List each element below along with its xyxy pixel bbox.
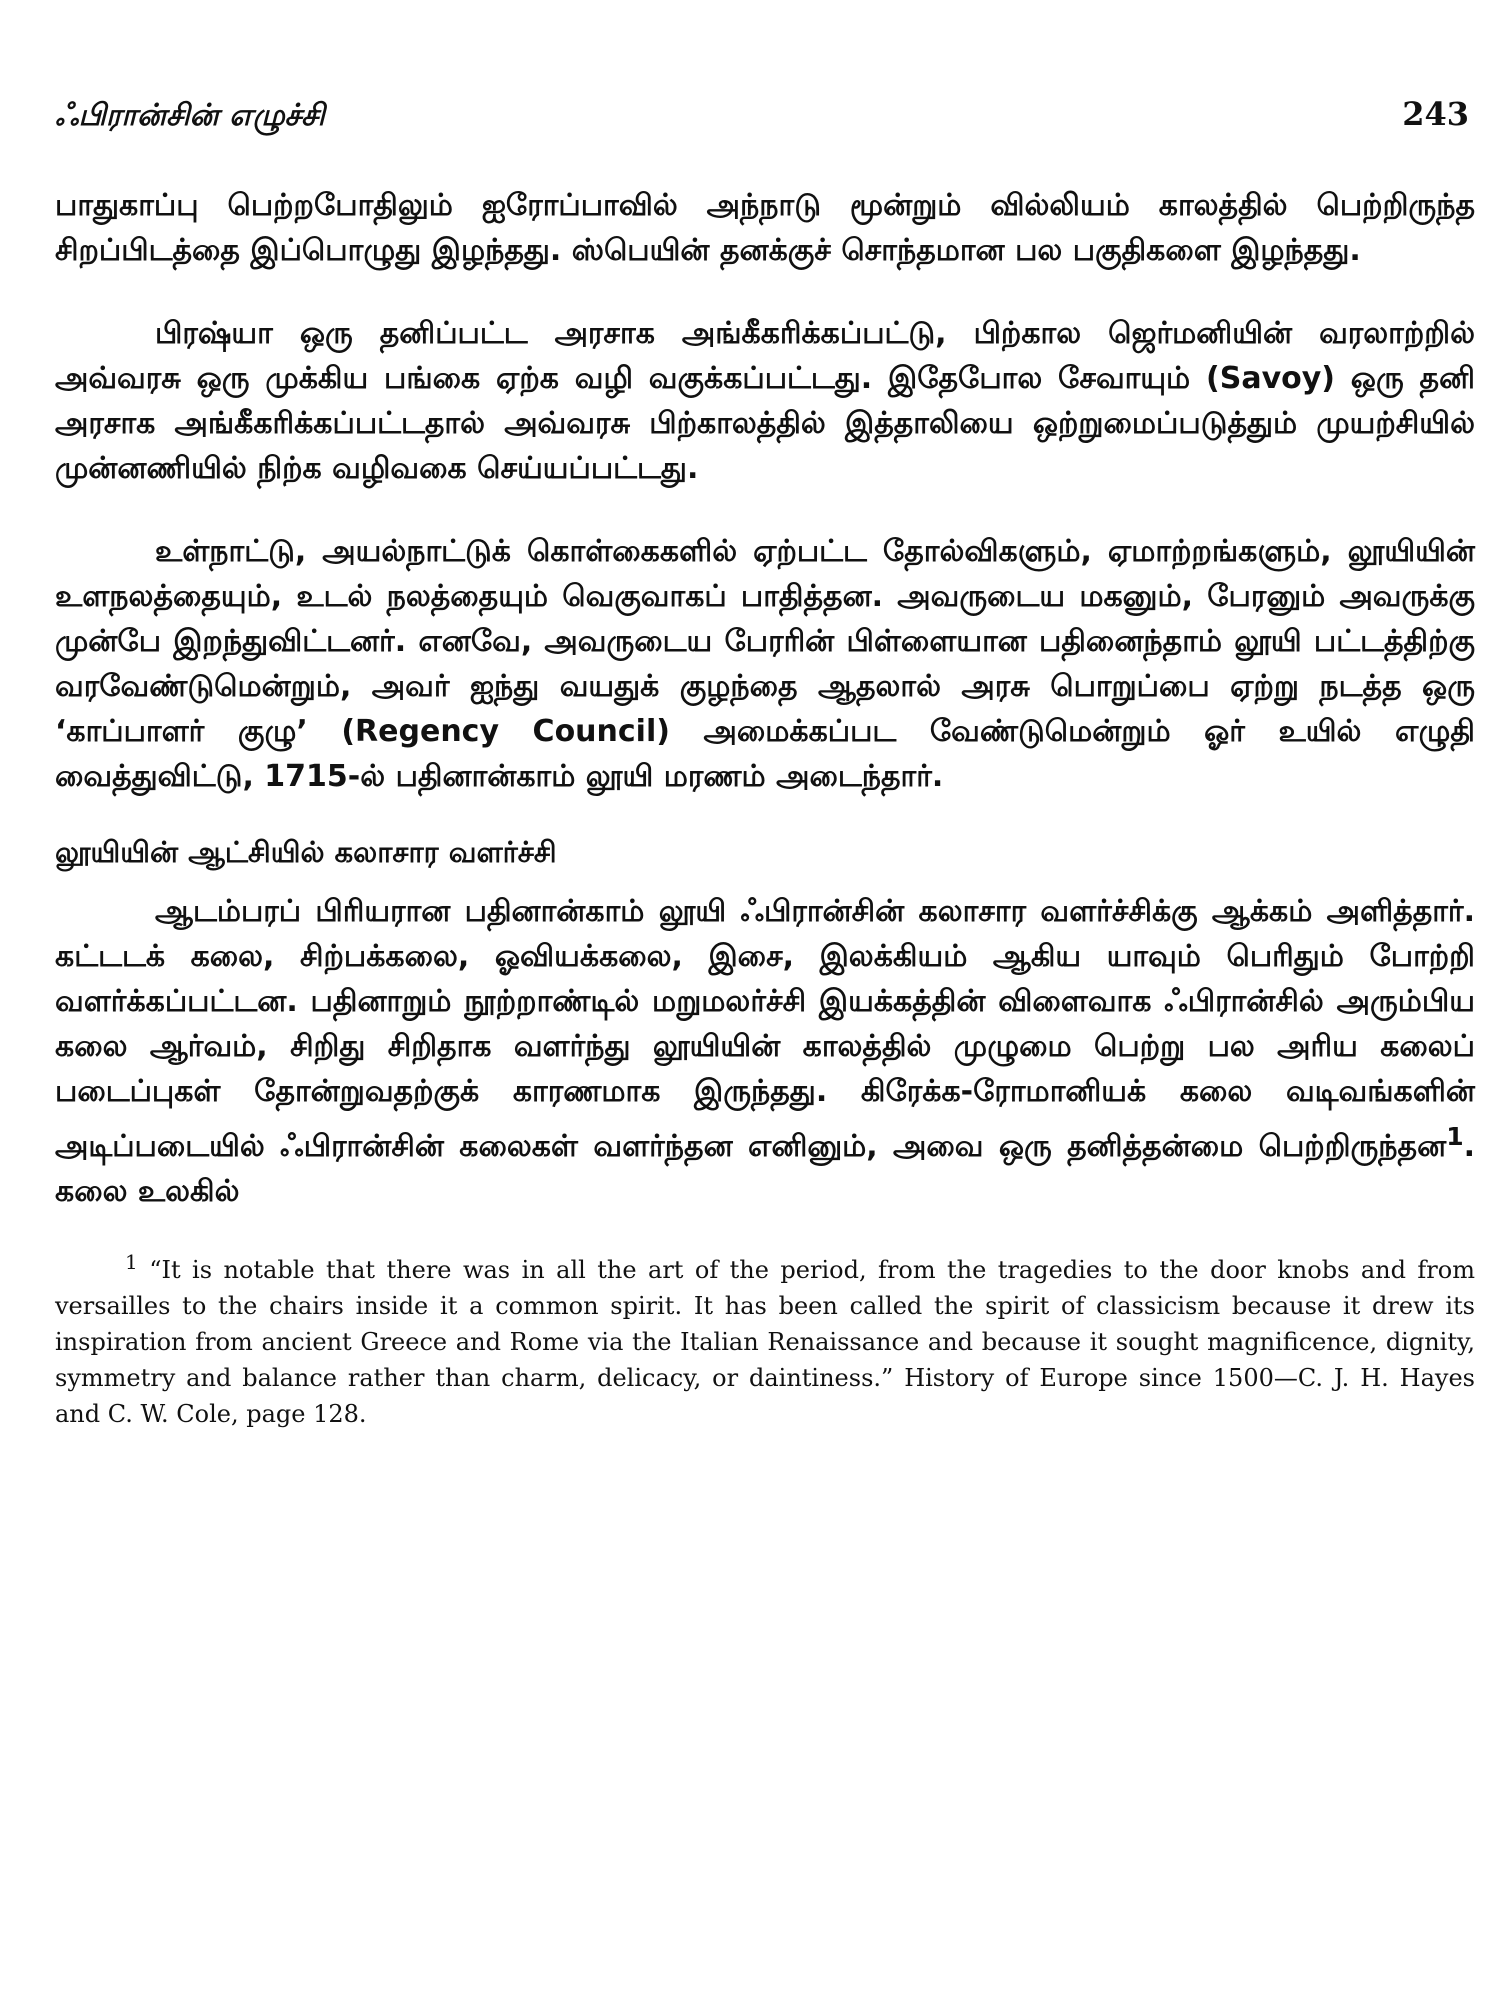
footnote	[55, 1252, 1475, 1432]
page-header	[55, 95, 1475, 155]
footnote-mark: 1	[125, 1250, 138, 1274]
section-heading: லூயியின் ஆட்சியில் கலாசார வளர்ச்சி	[55, 835, 557, 869]
footnote-reference: 1	[1446, 1122, 1464, 1151]
section-paragraph-tail: . கலை உலகில்	[55, 1129, 1475, 1209]
paragraph-2: பிரஷ்யா ஒரு தனிப்பட்ட அரசாக அங்கீகரிக்கப்பட்டு, பிற்கால ஜெர்மனியின் வரலாற்றில் அவ்வரசு ஒரு முக்கிய பங்கை ஏற்க வழி வகுக்கப்பட்டது. இதேபோல சேவாயும் (Savoy) ஒரு தனி அரசாக அங்கீகரிக்கப்பட்டதால் அவ்வரசு பிற்காலத்தில் இத்தாலியை ஒற்றுமைப்படுத்தும் முயற்சியில் முன்னணியில் நிற்க வழிவகை செய்யப்பட்டது.	[55, 316, 1475, 486]
paragraph-3: உள்நாட்டு, அயல்நாட்டுக் கொள்கைகளில் ஏற்பட்ட தோல்விகளும், ஏமாற்றங்களும், லூயியின் உளநலத்தையும், உடல் நலத்தையும் வெகுவாகப் பாதித்தன. அவருடைய மகனும், பேரனும் அவருக்கு முன்பே இறந்துவிட்டனர். எனவே, அவருடைய பேரரின் பிள்ளையான பதினைந்தாம் லூயி பட்டத்திற்கு வரவேண்டுமென்றும், அவர் ஐந்து வயதுக் குழந்தை ஆதலால் அரசு பொறுப்பை ஏற்று நடத்த ஒரு ‘காப்பாளர் குழு’ (Regency Council) அமைக்கப்பட வேண்டுமென்றும் ஓர் உயில் எழுதி வைத்துவிட்டு, 1715-ல் பதினான்காம் லூயி மரணம் அடைந்தார்.	[55, 534, 1475, 794]
page-number: 243	[1402, 95, 1469, 133]
book-page	[55, 95, 1475, 1975]
paragraph-1: பாதுகாப்பு பெற்றபோதிலும் ஐரோப்பாவில் அந்நாடு மூன்றும் வில்லியம் காலத்தில் பெற்றிருந்த சிறப்பிடத்தை இப்பொழுது இழந்தது. ஸ்பெயின் தனக்குச் சொந்தமான பல பகுதிகளை இழந்தது.	[55, 188, 1475, 268]
footnote-separator	[55, 1214, 1475, 1232]
section-paragraph	[55, 889, 1475, 1214]
section-paragraph-text: ஆடம்பரப் பிரியரான பதினான்காம் லூயி ஃபிரான்சின் கலாசார வளர்ச்சிக்கு ஆக்கம் அளித்தார். கட்டடக் கலை, சிற்பக்கலை, ஓவியக்கலை, இசை, இலக்கியம் ஆகிய யாவும் பெரிதும் போற்றி வளர்க்கப்பட்டன. பதினாறும் நூற்றாண்டில் மறுமலர்ச்சி இயக்கத்தின் விளைவாக ஃபிரான்சில் அரும்பிய கலை ஆர்வம், சிறிது சிறிதாக வளர்ந்து லூயியின் காலத்தில் முழுமை பெற்று பல அரிய கலைப் படைப்புகள் தோன்றுவதற்குக் காரணமாக இருந்தது. கிரேக்க-ரோமானியக் கலை வடிவங்களின் அடிப்படையில் ஃபிரான்சின் கலைகள் வளர்ந்தன எனினும், அவை ஒரு தனித்தன்மை பெற்றிருந்தன	[55, 894, 1475, 1164]
footnote-text: “It is notable that there was in all the art of the period, from the tragedies to the door knobs and from versailles to the chairs inside it a common spirit. It has been called the spirit of classicism because it drew its inspiration from ancient Greece and Rome via the Italian Renaissance and because it sought magnificence, dignity, symmetry and balance rather than charm, delicacy, or daintiness.” History of Europe since 1500—C. J. H. Hayes and C. W. Cole, page 128.	[55, 1256, 1475, 1428]
running-title: ஃபிரான்சின் எழுச்சி	[55, 98, 325, 133]
